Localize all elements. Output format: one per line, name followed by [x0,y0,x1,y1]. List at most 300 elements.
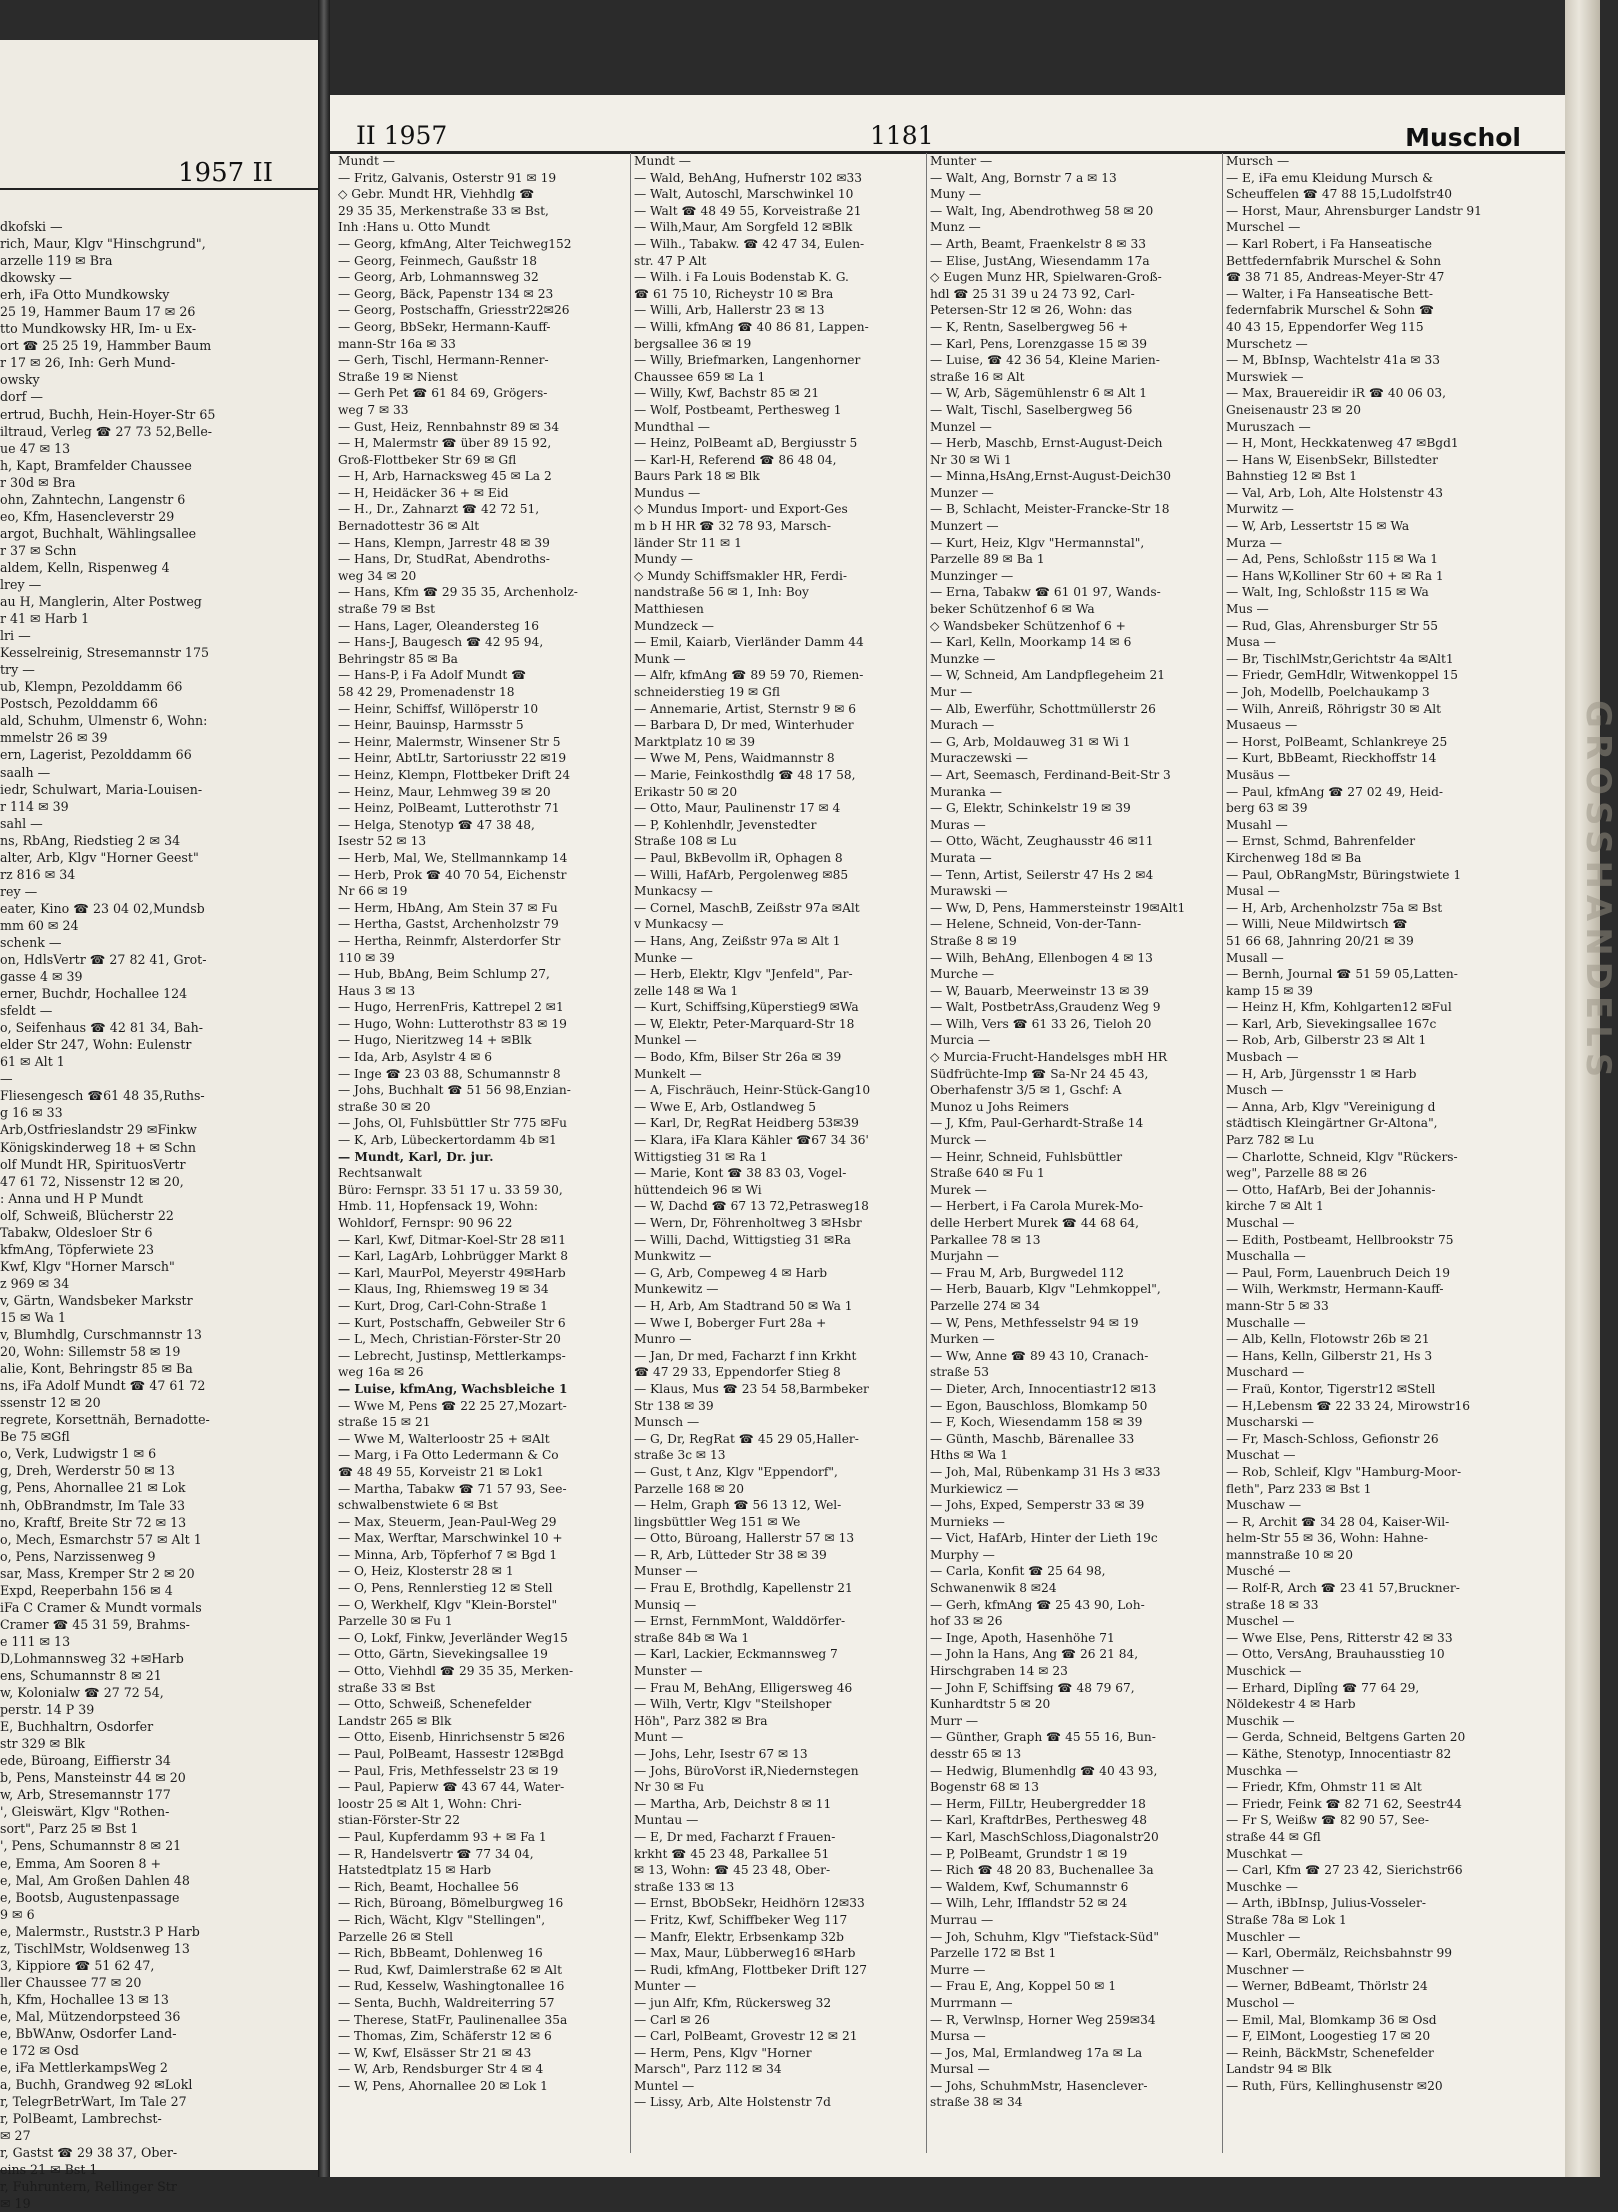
directory-entry: — Karl, LagArb, Lohbrügger Markt 8 [338,1249,568,1264]
directory-entry: — Walt, Ing, Schloßstr 115 ✉ Wa [1226,585,1429,600]
directory-entry: — H., Dr., Zahnarzt ☎ 42 72 51, [338,502,540,517]
directory-entry: — Karl, Dr, RegRat Heidberg 53✉39 [634,1116,859,1131]
directory-entry: — B, Schlacht, Meister-Francke-Str 18 [930,502,1170,517]
directory-entry: — Karl-H, Referend ☎ 86 48 04, [634,452,837,467]
directory-entry: arzelle 119 ✉ Bra [0,253,113,269]
directory-entry: — Ad, Pens, Schloßstr 115 ✉ Wa 1 [1226,552,1438,567]
directory-entry: Muscharski — [1226,1415,1314,1430]
directory-entry: — Carl ✉ 26 [634,2012,710,2027]
directory-entry: Musbach — [1226,1050,1299,1065]
directory-entry: — Otto, Viehhdl ☎ 29 35 35, Merken- [338,1664,574,1679]
directory-entry: — Willy, Briefmarken, Langenhorner [634,353,861,368]
directory-entry: — Gerda, Schneid, Beltgens Garten 20 [1226,1730,1466,1745]
directory-entry: ☎ 61 75 10, Richeystr 10 ✉ Bra [634,286,834,301]
directory-entry: — W, Pens, Ahornallee 20 ✉ Lok 1 [338,2078,548,2093]
directory-entry: no, Kraftf, Breite Str 72 ✉ 13 [0,1514,187,1530]
directory-entry: — Rich ☎ 48 20 83, Buchenallee 3a [930,1863,1154,1878]
directory-entry: r 30d ✉ Bra [0,474,76,490]
directory-entry: — Senta, Buchh, Waldreiterring 57 [338,1995,555,2010]
directory-entry: ssenstr 12 ✉ 20 [0,1395,101,1411]
directory-entry: Parz 782 ✉ Lu [1226,1133,1315,1148]
directory-entry: Erikastr 50 ✉ 20 [634,784,738,799]
directory-entry: Mundy — [634,552,693,567]
directory-entry: — Rich, Büroang, Bömelburgweg 16 [338,1896,564,1911]
directory-entry: — P, Kohlenhdlr, Jevenstedter [634,817,817,832]
directory-entry: — Heinz, Maur, Lehmweg 39 ✉ 20 [338,784,551,799]
directory-entry: — Karl, Arb, Sievekingsallee 167c [1226,1016,1437,1031]
directory-entry: straße 133 ✉ 13 [634,1879,735,1894]
directory-entry: — Alb, Kelln, Flotowstr 26b ✉ 21 [1226,1332,1430,1347]
directory-entry: kirche 7 ✉ Alt 1 [1226,1199,1324,1214]
directory-entry: bergsallee 36 ✉ 19 [634,336,752,351]
directory-entry: — H, Arb, Archenholzstr 75a ✉ Bst [1226,900,1443,915]
directory-entry: — Fritz, Galvanis, Osterstr 91 ✉ 19 [338,170,557,185]
directory-entry: — Lebrecht, Justinsp, Mettlerkamps- [338,1348,566,1363]
directory-entry: Muschalle — [1226,1315,1306,1330]
directory-entry: — K, Arb, Lübeckertordamm 4b ✉1 [338,1133,557,1148]
directory-entry: — [0,1071,13,1087]
directory-entry: — Johs, Lehr, Isestr 67 ✉ 13 [634,1747,808,1761]
directory-entry: straße 53 [930,1365,989,1380]
directory-entry: Haus 3 ✉ 13 [338,983,416,998]
directory-entry: a, Buchh, Grandweg 92 ✉Lokl [0,2077,193,2093]
directory-entry: Musahl — [1226,817,1288,832]
directory-entry: Murwitz — [1226,502,1294,517]
directory-entry: — Kurt, Drog, Carl-Cohn-Straße 1 [338,1298,548,1313]
directory-entry: Baurs Park 18 ✉ Blk [634,469,760,484]
directory-entry: — W, Schneid, Am Landpflegeheim 21 [930,668,1166,683]
directory-entry: — Hub, BbAng, Beim Schlump 27, [338,967,550,982]
directory-entry: straße 30 ✉ 20 [338,1099,431,1114]
directory-entry: ort ☎ 25 25 19, Hammber Baum [0,338,212,354]
directory-entry: Fliesengesch ☎61 48 35,Ruths- [0,1088,205,1104]
directory-entry: — Vict, HafArb, Hinter der Lieth 19c [930,1531,1158,1546]
directory-entry: Musal — [1226,884,1280,899]
directory-entry: — Hans-P, i Fa Adolf Mundt ☎ [338,668,527,683]
directory-entry: Muranka — [930,784,1002,799]
directory-entry: Murata — [930,850,992,865]
directory-entry: owsky [0,372,40,388]
directory-entry: — John F, Schiffsing ☎ 48 79 67, [930,1680,1135,1695]
directory-entry: Munkel — [634,1033,697,1048]
directory-entry: — Gerh Pet ☎ 61 84 69, Grögers- [338,386,548,401]
directory-entry: lri — [0,628,31,644]
directory-entry: — Marie, Feinkosthdlg ☎ 48 17 58, [634,767,856,782]
directory-entry: Musäus — [1226,767,1291,782]
directory-entry: ', Gleiswärt, Klgv "Rothen- [0,1804,170,1820]
book-gutter [318,0,330,2177]
directory-entry: — Karl Robert, i Fa Hanseatische [1226,236,1432,251]
directory-entry: Munster — [634,1664,703,1679]
directory-entry: Kwf, Klgv "Horner Marsch" [0,1258,175,1274]
directory-entry: olf, Schweiß, Blücherstr 22 [0,1207,174,1223]
directory-entry: — Wilh, Lehr, Ifflandstr 52 ✉ 24 [930,1896,1128,1911]
directory-entry: — O, Werkhelf, Klgv "Klein-Borstel" [338,1597,558,1612]
directory-entry: — Hedwig, Blumenhdlg ☎ 40 43 93, [930,1763,1158,1778]
directory-entry: — Hans W, EisenbSekr, Billstedter [1226,452,1438,467]
directory-entry: Büro: Fernspr. 33 51 17 u. 33 59 30, [338,1182,563,1197]
directory-entry: Straße 8 ✉ 19 [930,933,1017,948]
directory-entry: on, HdlsVertr ☎ 27 82 41, Grot- [0,952,207,968]
directory-entry: Parzelle 26 ✉ Stell [338,1929,453,1944]
directory-entry: — H, Heidäcker 36 + ✉ Eid [338,485,509,500]
directory-entry: — Herb, Elektr, Klgv "Jenfeld", Par- [634,967,853,982]
directory-entry: Murnieks — [930,1514,1005,1529]
directory-entry: g 16 ✉ 33 [0,1105,63,1121]
directory-entry: weg 34 ✉ 20 [338,568,417,583]
directory-entry: — Klara, iFa Klara Kähler ☎67 34 36' [634,1133,869,1148]
directory-entry: r 41 ✉ Harb 1 [0,611,90,627]
directory-entry: r, TelegrBetrWart, Im Tale 27 [0,2094,187,2110]
directory-entry: — Otto, Gärtn, Sievekingsallee 19 [338,1647,548,1662]
directory-entry: — Helene, Schneid, Von-der-Tann- [930,917,1142,932]
directory-entry: — O, Pens, Rennlerstieg 12 ✉ Stell [338,1581,553,1596]
directory-entry: ◇ Gebr. Mundt HR, Viehhdlg ☎ [338,187,535,202]
directory-entry: ☎ 38 71 85, Andreas-Meyer-Str 47 [1226,270,1445,285]
directory-entry: 29 35 35, Merkenstraße 33 ✉ Bst, [338,203,549,218]
directory-entry: — Paul, Fris, Methfesselstr 23 ✉ 19 [338,1763,559,1778]
directory-entry: dkofski — [0,219,63,234]
directory-entry: zelle 148 ✉ Wa 1 [634,983,739,998]
directory-entry: Behringstr 85 ✉ Ba [338,651,458,666]
directory-entry: — E, Dr med, Facharzt f Frauen- [634,1829,836,1844]
directory-entry: Matthiesen [634,602,704,617]
left-page-label: 1957 II [178,158,273,188]
directory-entry: Parzelle 172 ✉ Bst 1 [930,1946,1057,1961]
directory-entry: — Jos, Mal, Ermlandweg 17a ✉ La [930,2045,1143,2060]
directory-entry: Hirschgraben 14 ✉ 23 [930,1664,1068,1679]
directory-entry: länder Str 11 ✉ 1 [634,535,742,550]
directory-entry: — Ernst, BbObSekr, Heidhörn 12✉33 [634,1896,865,1911]
directory-entry: — Heinz, Klempn, Flottbeker Drift 24 [338,767,571,782]
directory-entry: — Emil, Kaiarb, Vierländer Damm 44 [634,635,864,650]
directory-entry: g, Dreh, Werderstr 50 ✉ 13 [0,1463,175,1479]
directory-entry: hof 33 ✉ 26 [930,1614,1003,1629]
directory-entry: Munkacsy — [634,884,713,899]
directory-entry: — Ernst, FernmMont, Walddörfer- [634,1614,846,1629]
directory-entry: gasse 4 ✉ 39 [0,969,83,985]
directory-entry: straße 33 ✉ Bst [338,1680,436,1695]
directory-entry: — Hans, Kelln, Gilberstr 21, Hs 3 [1226,1348,1433,1363]
directory-entry: — Arth, iBbInsp, Julius-Vosseler- [1226,1896,1426,1911]
directory-entry: rey — [0,883,38,899]
directory-entry: Muschaw — [1226,1498,1302,1513]
directory-entry: — Paul, BkBevollm iR, Ophagen 8 [634,850,843,865]
directory-entry: — Erhard, Diplîng ☎ 77 64 29, [1226,1680,1420,1695]
directory-entry: — Horst, Maur, Ahrensburger Landstr 91 [1226,203,1482,218]
directory-entry: — Inge, Apoth, Hasenhöhe 71 [930,1630,1115,1645]
directory-entry: try — [0,662,35,678]
directory-entry: — Martha, Arb, Deichstr 8 ✉ 11 [634,1796,832,1811]
directory-entry: olf Mundt HR, SpirituosVertr [0,1156,186,1172]
directory-entry: Murjahn — [930,1249,999,1264]
directory-entry: e, Malermstr., Ruststr.3 P Harb [0,1923,200,1939]
directory-entry: — Hans, Lager, Oleandersteg 16 [338,618,540,633]
directory-entry: Mursal — [930,2062,990,2077]
directory-entry: 3, Kippiore ☎ 51 62 47, [0,1957,155,1973]
directory-entry: — Reinh, BäckMstr, Schenefelder [1226,2045,1434,2060]
directory-entry: Mundthal — [634,419,710,434]
directory-entry: — Friedr, GemHdlr, Witwenkoppel 15 [1226,668,1458,683]
directory-entry: Munz — [930,220,981,235]
directory-entry: hdl ☎ 25 31 39 u 24 73 92, Carl- [930,286,1135,301]
directory-entry: — Wwe M, Pens, Waidmannstr 8 [634,751,835,766]
directory-entry: — Gerh, kfmAng ☎ 25 43 90, Loh- [930,1597,1145,1612]
directory-entry: r, Fuhruntern, Rellinger Str [0,2179,177,2195]
directory-entry: — Martha, Tabakw ☎ 71 57 93, See- [338,1481,567,1496]
directory-entry: — jun Alfr, Kfm, Rückersweg 32 [634,1995,832,2010]
directory-entry: e, BbWAnw, Osdorfer Land- [0,2025,177,2041]
directory-entry: Muschat — [1226,1448,1296,1463]
directory-entry: Muschner — [1226,1962,1305,1977]
directory-entry: — Willi, Neue Mildwirtsch ☎ [1226,917,1408,932]
directory-entry: aldem, Kelln, Rispenweg 4 [0,559,170,575]
directory-entry: iltraud, Verleg ☎ 27 73 52,Belle- [0,423,213,439]
directory-entry: Murphy — [930,1547,995,1562]
directory-entry: Arb,Ostfrieslandstr 29 ✉Finkw [0,1122,197,1138]
directory-entry: Groß-Flottbeker Str 69 ✉ Gfl [338,452,517,467]
directory-entry: Munt — [634,1730,684,1745]
directory-entry: — H,Lebensm ☎ 22 33 24, Mirowstr16 [1226,1398,1470,1413]
directory-entry: — Willi, HafArb, Pergolenweg ✉85 [634,867,849,882]
directory-entry: Murach — [930,718,995,733]
directory-entry: schneiderstieg 19 ✉ Gfl [634,685,781,699]
directory-entry: — Rudi, kfmAng, Flottbeker Drift 127 [634,1962,868,1977]
directory-entry: — W, Pens, Methfesselstr 94 ✉ 19 [930,1315,1139,1330]
directory-entry: — Otto, Wächt, Zeughausstr 46 ✉11 [930,834,1154,849]
directory-entry: ◇ Murcia-Frucht-Handelsges mbH HR [930,1050,1168,1065]
directory-entry: — Gerh, Tischl, Hermann-Renner- [338,353,549,368]
directory-entry: au H, Manglerin, Alter Postweg [0,594,202,610]
directory-entry: — Cornel, MaschB, Zeißstr 97a ✉Alt [634,900,860,915]
directory-entry: — Herb, Bauarb, Klgv "Lehmkoppel", [930,1282,1161,1297]
directory-entry: Munter — [634,1979,697,1994]
directory-entry: Muschard — [1226,1365,1305,1380]
directory-entry: — Herm, FilLtr, Heubergredder 18 [930,1796,1146,1811]
directory-entry: o, Mech, Esmarchstr 57 ✉ Alt 1 [0,1531,202,1547]
directory-entry: Munk — [634,651,686,666]
directory-entry: straße 79 ✉ Bst [338,602,436,617]
directory-entry: — Walt, PostbetrAss,Graudenz Weg 9 [930,1000,1161,1015]
directory-entry: Mundt — [338,154,395,168]
directory-entry: Munzke — [930,651,996,666]
directory-entry: — Willi, kfmAng ☎ 40 86 81, Lappen- [634,319,869,334]
directory-entry: Munser — [634,1564,698,1579]
directory-entry: Munkelt — [634,1066,702,1081]
directory-entry: — Käthe, Stenotyp, Innocentiastr 82 [1226,1747,1452,1761]
directory-entry: r, Gastst ☎ 29 38 37, Ober- [0,2145,178,2161]
directory-entry: straße 84b ✉ Wa 1 [634,1630,750,1645]
left-page-entries [0,218,300,2212]
directory-entry: — Georg, Feinmech, Gaußstr 18 [338,253,538,268]
directory-entry: — Hans, Dr, StudRat, Abendroths- [338,552,550,567]
directory-entry: weg 7 ✉ 33 [338,402,409,417]
directory-entry: — Lissy, Arb, Alte Holstenstr 7d [634,2095,831,2110]
directory-entry: — Hugo, Wohn: Lutterothstr 83 ✉ 19 [338,1016,567,1031]
directory-entry: — Fr S, Weißw ☎ 82 90 57, See- [1226,1813,1429,1828]
directory-entry: Muntau — [634,1813,699,1828]
directory-entry: kfmAng, Töpferwiete 23 [0,1241,155,1257]
directory-entry: str. 47 P Alt [634,253,707,268]
directory-entry: straße 15 ✉ 21 [338,1415,431,1430]
directory-entry: Wittigstieg 31 ✉ Ra 1 [634,1149,768,1164]
directory-column-4 [1226,153,1516,2153]
directory-entry: — Rud, Kwf, Daimlerstraße 62 ✉ Alt [338,1962,562,1977]
directory-entry: Muschal — [1226,1216,1295,1230]
directory-entry: — Hertha, Gastst, Archenholzstr 79 [338,917,559,932]
directory-entry: Bogenstr 68 ✉ 13 [930,1780,1039,1795]
directory-entry: — R, Verwlnsp, Horner Weg 259✉34 [930,2012,1156,2027]
directory-entry: w, Arb, Stresemannstr 177 [0,1787,171,1803]
directory-entry: — Carla, Konfit ☎ 25 64 98, [930,1564,1106,1579]
directory-entry: Be 75 ✉Gfl [0,1429,70,1445]
directory-entry: v Munkacsy — [634,917,724,932]
directory-entry: argot, Buchhalt, Wählingsallee [0,525,197,541]
directory-entry: 9 ✉ 6 [0,1906,35,1922]
directory-entry: Murswiek — [1226,369,1304,384]
directory-entry: — Rolf-R, Arch ☎ 23 41 57,Bruckner- [1226,1581,1460,1596]
directory-entry: e, Mal, Am Großen Dahlen 48 [0,1872,190,1888]
directory-entry: — Karl, Kelln, Moorkamp 14 ✉ 6 [930,635,1132,650]
directory-entry: schenk — [0,934,62,950]
directory-entry: — Waldem, Kwf, Schumannstr 6 [930,1879,1129,1894]
directory-entry: 20, Wohn: Sillemstr 58 ✉ 19 [0,1344,181,1360]
directory-entry: Marsch", Parz 112 ✉ 34 [634,2062,782,2077]
directory-entry: mm 60 ✉ 24 [0,917,79,933]
directory-entry: — W, Bauarb, Meerweinstr 13 ✉ 39 [930,983,1149,998]
directory-entry: beker Schützenhof 6 ✉ Wa [930,602,1095,617]
directory-entry: — Wilh, Vertr, Klgv "Steilshoper [634,1697,832,1712]
directory-entry: straße 16 ✉ Alt [930,369,1025,384]
directory-entry: Munke — [634,950,693,965]
directory-entry: delle Herbert Murek ☎ 44 68 64, [930,1216,1140,1230]
directory-entry: krkht ☎ 45 23 48, Parkallee 51 [634,1846,830,1861]
directory-entry: — Günth, Maschb, Bärenallee 33 [930,1431,1135,1446]
directory-entry: str 329 ✉ Blk [0,1736,86,1752]
directory-entry: — Georg, Postschaffn, Griesstr22✉26 [338,303,570,318]
directory-entry: ☎ 47 29 33, Eppendorfer Stieg 8 [634,1365,841,1380]
directory-entry: — Hans-J, Baugesch ☎ 42 95 94, [338,635,544,650]
directory-entry: — Therese, StatFr, Paulinenallee 35a [338,2012,568,2027]
directory-entry: nandstraße 56 ✉ 1, Inh: Boy [634,585,809,600]
directory-entry: ✉ 27 [0,2128,31,2144]
directory-entry: — Willy, Kwf, Bachstr 85 ✉ 21 [634,386,820,401]
directory-entry: e, Bootsb, Augustenpassage [0,1889,180,1905]
directory-entry: Murschetz — [1226,336,1308,351]
directory-entry: — M, BbInsp, Wachtelstr 41a ✉ 33 [1226,353,1441,368]
directory-entry: ◇ Eugen Munz HR, Spielwaren-Groß- [930,270,1162,285]
directory-entry: — Wilh,Maur, Am Sorgfeld 12 ✉Blk [634,220,853,235]
column-divider [926,153,927,2153]
directory-entry: Musch — [1226,1083,1284,1098]
directory-entry: Musall — [1226,950,1284,965]
directory-entry: ohn, Zahntechn, Langenstr 6 [0,491,186,507]
directory-entry: helm-Str 55 ✉ 36, Wohn: Hahne- [1226,1531,1428,1546]
directory-entry: — Wwe I, Boberger Furt 28a + [634,1315,827,1330]
right-page [330,95,1565,2177]
directory-entry: Hmb. 11, Hopfensack 19, Wohn: [338,1199,539,1214]
directory-entry: — Fr, Masch-Schloss, Gefionstr 26 [1226,1431,1439,1446]
directory-entry: E, Buchhaltrn, Osdorfer [0,1719,154,1735]
directory-entry: — Ernst, Schmd, Bahrenfelder [1226,834,1416,849]
directory-entry: — Minna, Arb, Töpferhof 7 ✉ Bgd 1 [338,1547,558,1562]
directory-entry: h, Kfm, Hochallee 13 ✉ 13 [0,1991,169,2007]
directory-entry: — Johs, Exped, Semperstr 33 ✉ 39 [930,1498,1145,1513]
directory-entry: — Emil, Mal, Blomkamp 36 ✉ Osd [1226,2012,1437,2027]
directory-entry: — Klaus, Mus ☎ 23 54 58,Barmbeker [634,1381,869,1396]
directory-entry: elder Str 247, Wohn: Eulenstr [0,1037,192,1053]
directory-entry: — H, Malermstr ☎ über 89 15 92, [338,436,552,451]
directory-entry: Munzinger — [930,568,1014,583]
directory-entry: — R, Arb, Lütteder Str 38 ✉ 39 [634,1547,827,1562]
directory-entry: Südfrüchte-Imp ☎ Sa-Nr 24 45 43, [930,1066,1149,1081]
directory-entry: Muschalla — [1226,1249,1306,1264]
directory-entry: Murrau — [930,1912,994,1927]
directory-entry: Murken — [930,1332,995,1347]
directory-entry: — Walt, Ing, Abendrothweg 58 ✉ 20 [930,203,1154,218]
running-head: Muschol [1405,123,1521,152]
directory-entry: Murkiewicz — [930,1481,1019,1496]
directory-entry: — Walter, i Fa Hanseatische Bett- [1226,286,1433,301]
directory-entry: — Herbert, i Fa Carola Murek-Mo- [930,1199,1144,1214]
directory-entry: — Karl, MaschSchloss,Diagonalstr20 [930,1829,1159,1844]
directory-entry: — Ww, Anne ☎ 89 43 10, Cranach- [930,1348,1149,1363]
directory-entry: — Karl, Lackier, Eckmannsweg 7 [634,1647,838,1662]
directory-column-3 [930,153,1220,2153]
directory-entry: mannstraße 10 ✉ 20 [1226,1547,1353,1562]
directory-entry: Landstr 265 ✉ Blk [338,1713,452,1728]
directory-entry: Marktplatz 10 ✉ 39 [634,734,755,749]
directory-entry: — H, Mont, Heckkatenweg 47 ✉Bgd1 [1226,436,1459,451]
directory-entry: — Kurt, Postschaffn, Gebweiler Str 6 [338,1315,566,1330]
directory-entry: — Rob, Arb, Gilberstr 23 ✉ Alt 1 [1226,1033,1427,1048]
column-divider [1222,153,1223,2153]
directory-entry: — Wilh, BehAng, Ellenbogen 4 ✉ 13 [930,950,1153,965]
directory-entry: — Paul, PolBeamt, Hassestr 12✉Bgd [338,1747,564,1761]
directory-entry: — Walt, Tischl, Saselbergweg 56 [930,402,1133,417]
directory-entry: — Karl, Pens, Lorenzgasse 15 ✉ 39 [930,336,1148,351]
directory-entry: — Inge ☎ 23 03 88, Schumannstr 8 [338,1066,561,1081]
directory-entry: eo, Kfm, Hasencleverstr 29 [0,508,175,524]
directory-entry: — Rich, Beamt, Hochallee 56 [338,1879,519,1894]
directory-entry: — Ww, D, Pens, Hammersteinstr 19✉Alt1 [930,900,1186,915]
directory-entry: Murrmann — [930,1995,1013,2010]
directory-entry: — Wwe Else, Pens, Ritterstr 42 ✉ 33 [1226,1630,1453,1645]
directory-entry: — Wilh, Vers ☎ 61 33 26, Tieloh 20 [930,1016,1152,1031]
directory-entry: loostr 25 ✉ Alt 1, Wohn: Chri- [338,1796,522,1811]
directory-entry: — Horst, PolBeamt, Schlankreye 25 [1226,734,1448,749]
directory-entry: v, Blumhdlg, Curschmannstr 13 [0,1327,202,1343]
directory-entry: Tabakw, Oldesloer Str 6 [0,1224,153,1240]
directory-entry: Murawski — [930,884,1008,899]
directory-entry: ☎ 48 49 55, Korveistr 21 ✉ Lok1 [338,1464,544,1479]
directory-entry: — Klaus, Ing, Rhiemsweg 19 ✉ 34 [338,1282,549,1297]
directory-entry: — Rich, Wächt, Klgv "Stellingen", [338,1912,546,1927]
directory-entry: Muschler — [1226,1929,1301,1944]
directory-entry: ◇ Wandsbeker Schützenhof 6 + [930,618,1126,633]
directory-entry: — Otto, Büroang, Hallerstr 57 ✉ 13 [634,1531,855,1546]
directory-entry: — Heinz H, Kfm, Kohlgarten12 ✉Ful [1226,1000,1452,1015]
directory-entry: — Hans, Kfm ☎ 29 35 35, Archenholz- [338,585,578,600]
directory-entry: — Heinr, Schiffsf, Willöperstr 10 [338,701,539,716]
directory-entry: — Otto, VersAng, Brauhausstieg 10 [1226,1647,1445,1662]
directory-entry: — Karl, MaurPol, Meyerstr 49✉Harb [338,1265,566,1280]
directory-entry: Nöldekestr 4 ✉ Harb [1226,1697,1356,1712]
directory-entry: stian-Förster-Str 22 [338,1813,460,1828]
directory-entry: — Johs, Ol, Fuhlsbüttler Str 775 ✉Fu [338,1116,567,1131]
directory-entry: Munzer — [930,485,994,500]
directory-entry: — W, Arb, Sägemühlenstr 6 ✉ Alt 1 [930,386,1148,401]
